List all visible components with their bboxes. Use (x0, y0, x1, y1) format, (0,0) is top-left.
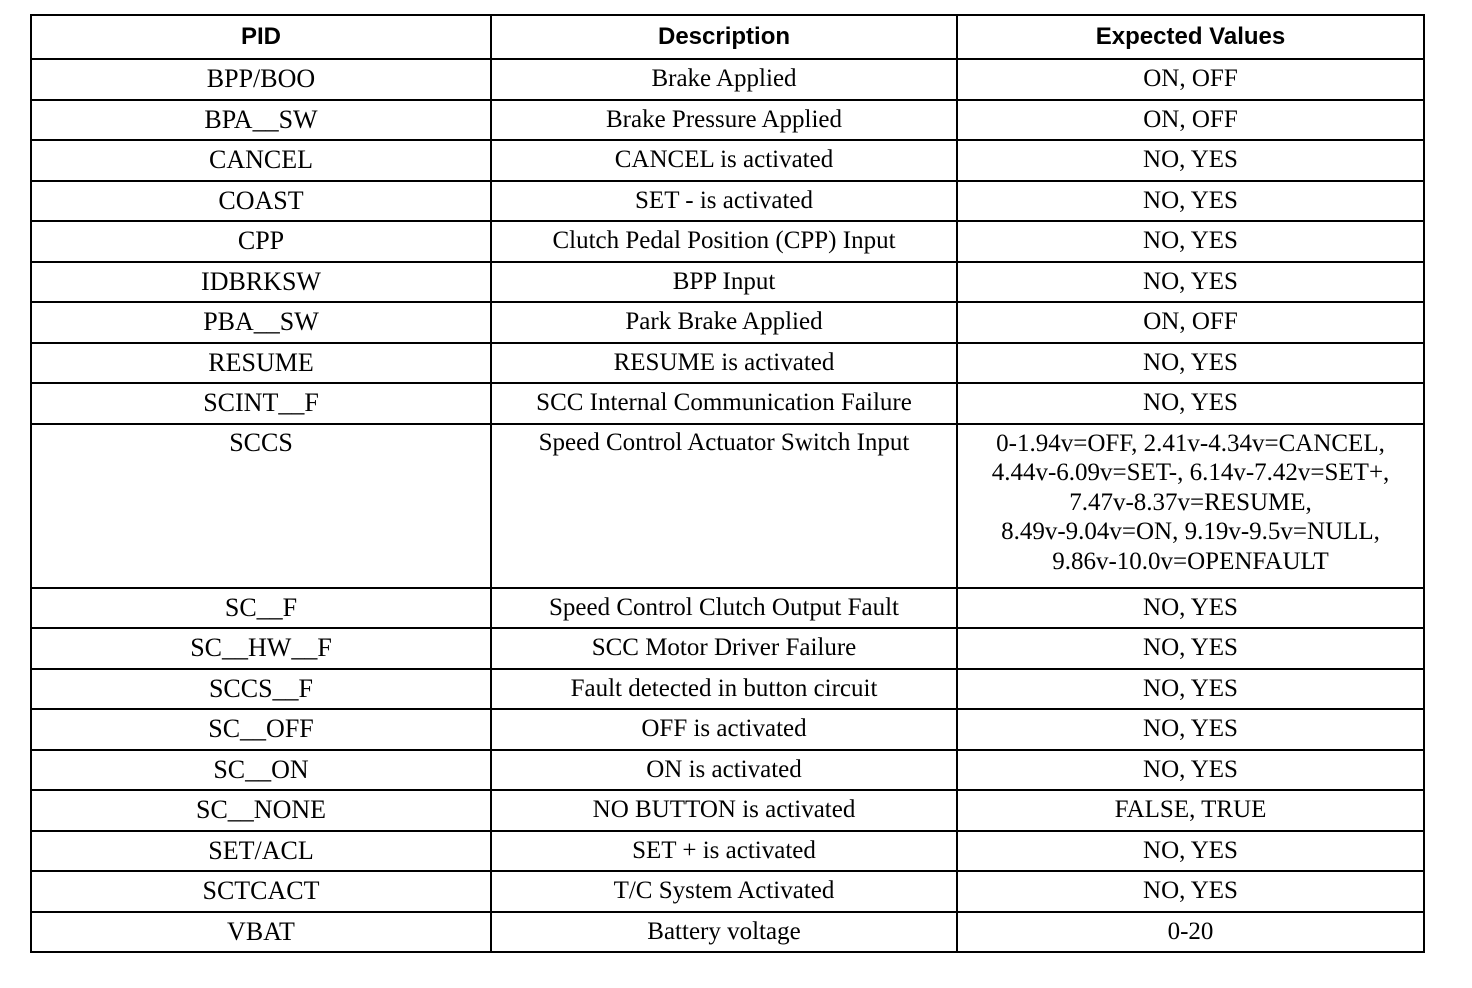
table-row (31, 912, 1424, 953)
expected-values-cell: NO, YES (957, 343, 1424, 384)
description-cell: OFF is activated (491, 709, 957, 750)
table-row (31, 424, 1424, 588)
expected-values-cell (957, 424, 1424, 588)
description-cell: Brake Pressure Applied (491, 100, 957, 141)
pid-cell: SCCS (31, 424, 491, 588)
description-cell: Speed Control Clutch Output Fault (491, 588, 957, 629)
table-row (31, 750, 1424, 791)
table-row (31, 383, 1424, 424)
expected-value-line: 4.44v-6.09v=SET-, 6.14v-7.42v=SET+, (991, 459, 1390, 486)
header-expected-values: Expected Values (957, 15, 1424, 59)
table-row (31, 709, 1424, 750)
description-cell: RESUME is activated (491, 343, 957, 384)
table-row (31, 262, 1424, 303)
table-row (31, 871, 1424, 912)
table-row (31, 302, 1424, 343)
table-row (31, 669, 1424, 710)
pid-cell: SCTCACT (31, 871, 491, 912)
expected-values-cell: NO, YES (957, 262, 1424, 303)
description-cell: CANCEL is activated (491, 140, 957, 181)
description-cell: SET + is activated (491, 831, 957, 872)
table-row (31, 588, 1424, 629)
pid-cell: SC__NONE (31, 790, 491, 831)
pid-cell: CANCEL (31, 140, 491, 181)
table-row (31, 343, 1424, 384)
pid-table (30, 14, 1425, 953)
pid-cell: SET/ACL (31, 831, 491, 872)
pid-cell: SC__ON (31, 750, 491, 791)
table-row (31, 140, 1424, 181)
expected-values-cell: ON, OFF (957, 302, 1424, 343)
description-cell: T/C System Activated (491, 871, 957, 912)
pid-cell: SCCS__F (31, 669, 491, 710)
expected-values-cell: NO, YES (957, 628, 1424, 669)
expected-value-line: 9.86v-10.0v=OPENFAULT (1052, 547, 1329, 575)
pid-cell: SCINT__F (31, 383, 491, 424)
pid-cell: CPP (31, 221, 491, 262)
table-row (31, 59, 1424, 100)
expected-values-cell: NO, YES (957, 221, 1424, 262)
description-cell: Battery voltage (491, 912, 957, 953)
expected-values-cell: ON, OFF (957, 59, 1424, 100)
expected-values-cell: NO, YES (957, 588, 1424, 629)
description-cell: Brake Applied (491, 59, 957, 100)
pid-cell: SC__F (31, 588, 491, 629)
pid-cell: VBAT (31, 912, 491, 953)
table-row (31, 221, 1424, 262)
expected-values-cell: FALSE, TRUE (957, 790, 1424, 831)
pid-cell: BPA__SW (31, 100, 491, 141)
description-cell: BPP Input (491, 262, 957, 303)
header-pid: PID (31, 15, 491, 59)
description-cell: Clutch Pedal Position (CPP) Input (491, 221, 957, 262)
table-header-row (31, 15, 1424, 59)
table-row (31, 100, 1424, 141)
expected-values-cell: ON, OFF (957, 100, 1424, 141)
expected-values-cell: 0-20 (957, 912, 1424, 953)
description-cell: Fault detected in button circuit (491, 669, 957, 710)
expected-values-cell: NO, YES (957, 140, 1424, 181)
table-row (31, 831, 1424, 872)
pid-cell: IDBRKSW (31, 262, 491, 303)
header-description: Description (491, 15, 957, 59)
pid-cell: RESUME (31, 343, 491, 384)
description-cell: Park Brake Applied (491, 302, 957, 343)
expected-value-line: 8.49v-9.04v=ON, 9.19v-9.5v=NULL, (1001, 518, 1380, 545)
expected-values-cell: NO, YES (957, 669, 1424, 710)
description-cell: SCC Internal Communication Failure (491, 383, 957, 424)
expected-values-cell: NO, YES (957, 831, 1424, 872)
expected-values-cell: NO, YES (957, 709, 1424, 750)
expected-value-line: 7.47v-8.37v=RESUME, (1069, 488, 1312, 516)
description-cell: SCC Motor Driver Failure (491, 628, 957, 669)
description-cell: NO BUTTON is activated (491, 790, 957, 831)
pid-cell: PBA__SW (31, 302, 491, 343)
expected-values-cell: NO, YES (957, 871, 1424, 912)
table-row (31, 181, 1424, 222)
description-cell: ON is activated (491, 750, 957, 791)
pid-cell: SC__OFF (31, 709, 491, 750)
pid-cell: SC__HW__F (31, 628, 491, 669)
pid-cell: BPP/BOO (31, 59, 491, 100)
pid-cell: COAST (31, 181, 491, 222)
expected-values-cell: NO, YES (957, 750, 1424, 791)
description-cell: SET - is activated (491, 181, 957, 222)
expected-value-line: 0-1.94v=OFF, 2.41v-4.34v=CANCEL, (996, 429, 1385, 457)
table-row (31, 790, 1424, 831)
expected-values-cell: NO, YES (957, 383, 1424, 424)
description-cell: Speed Control Actuator Switch Input (491, 424, 957, 588)
table-row (31, 628, 1424, 669)
expected-values-cell: NO, YES (957, 181, 1424, 222)
